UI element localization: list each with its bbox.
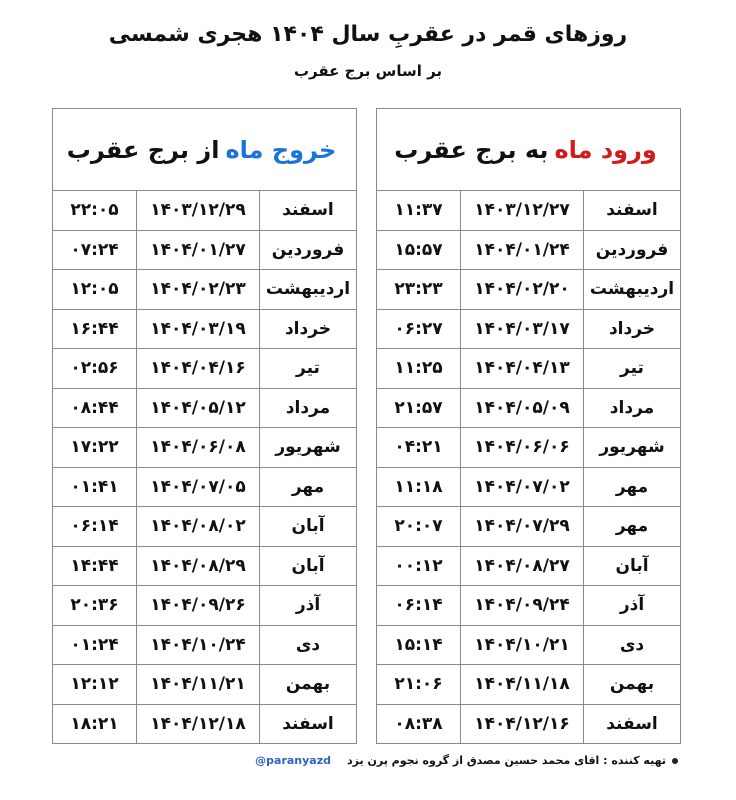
exit-month-cell: مرداد bbox=[260, 388, 357, 428]
page-title: روزهای قمر در عقربِ سال ۱۴۰۴ هجری شمسی bbox=[108, 22, 628, 47]
entry-date-cell: ۱۴۰۴/۰۲/۲۰ bbox=[461, 270, 584, 310]
entry-date-cell: ۱۴۰۴/۱۱/۱۸ bbox=[461, 665, 584, 705]
exit-time-cell: ۰۱:۲۴ bbox=[53, 625, 137, 665]
exit-month-cell: اسفند bbox=[260, 704, 357, 743]
exit-month-cell: اردیبهشت bbox=[260, 270, 357, 310]
exit-time-cell: ۱۶:۴۴ bbox=[53, 309, 137, 349]
entry-month-cell: تیر bbox=[584, 349, 681, 389]
exit-time-cell: ۱۷:۲۲ bbox=[53, 428, 137, 468]
exit-row bbox=[53, 507, 356, 547]
exit-time-cell: ۰۶:۱۴ bbox=[53, 507, 137, 547]
entry-row bbox=[377, 428, 680, 468]
exit-month-cell: مهر bbox=[260, 467, 357, 507]
entry-date-cell: ۱۴۰۴/۰۱/۲۴ bbox=[461, 230, 584, 270]
entry-month-cell: شهریور bbox=[584, 428, 681, 468]
entry-time-cell: ۱۱:۳۷ bbox=[394, 200, 443, 221]
exit-month-cell: خرداد bbox=[260, 309, 357, 349]
entry-date-cell: ۱۴۰۴/۱۲/۱۶ bbox=[461, 704, 584, 743]
entry-time-cell: ۱۱:۱۸ bbox=[377, 467, 461, 507]
entry-month-cell: اردیبهشت bbox=[584, 270, 681, 310]
entry-panel bbox=[376, 108, 681, 744]
exit-time-cell: ۲۰:۳۶ bbox=[53, 586, 137, 626]
entry-row bbox=[377, 191, 680, 230]
entry-month-cell: آبان bbox=[584, 546, 681, 586]
exit-time-cell: ۲۲:۰۵ bbox=[70, 200, 119, 221]
entry-time-cell: ۰۴:۲۱ bbox=[377, 428, 461, 468]
entry-time-cell: ۲۰:۰۷ bbox=[377, 507, 461, 547]
exit-date-cell: ۱۴۰۴/۰۳/۱۹ bbox=[137, 309, 260, 349]
exit-row bbox=[53, 388, 356, 428]
entry-heading-rest: به برج عقرب bbox=[394, 135, 549, 164]
exit-date-cell: ۱۴۰۴/۰۷/۰۵ bbox=[137, 467, 260, 507]
exit-time-cell: ۰۲:۵۶ bbox=[53, 349, 137, 389]
entry-date-cell: ۱۴۰۳/۱۲/۲۷ bbox=[461, 191, 584, 230]
entry-row bbox=[377, 270, 680, 310]
exit-row bbox=[53, 625, 356, 665]
entry-row bbox=[377, 507, 680, 547]
exit-month-cell: آبان bbox=[260, 507, 357, 547]
entry-month-cell: مهر bbox=[584, 507, 681, 547]
entry-date-cell: ۱۴۰۴/۰۹/۲۴ bbox=[461, 586, 584, 626]
exit-row bbox=[53, 704, 356, 743]
exit-heading-rest: از برج عقرب bbox=[66, 135, 220, 164]
exit-date-cell: ۱۴۰۴/۱۲/۱۸ bbox=[137, 704, 260, 743]
exit-month-cell: اسفند bbox=[260, 191, 357, 230]
exit-date-cell: ۱۴۰۴/۰۸/۰۲ bbox=[137, 507, 260, 547]
exit-date-cell: ۱۴۰۳/۱۲/۲۹ bbox=[137, 191, 260, 230]
entry-row bbox=[377, 546, 680, 586]
exit-row bbox=[53, 349, 356, 389]
entry-date-cell: ۱۴۰۴/۰۷/۰۲ bbox=[461, 467, 584, 507]
exit-time-cell: ۱۲:۱۲ bbox=[53, 665, 137, 705]
entry-time-cell: ۲۱:۰۶ bbox=[377, 665, 461, 705]
exit-heading bbox=[53, 109, 356, 191]
entry-date-cell: ۱۴۰۴/۰۶/۰۶ bbox=[461, 428, 584, 468]
entry-time-cell: ۲۱:۵۷ bbox=[377, 388, 461, 428]
exit-date-cell: ۱۴۰۴/۰۵/۱۲ bbox=[137, 388, 260, 428]
entry-time-cell: ۰۶:۱۴ bbox=[377, 586, 461, 626]
exit-date-cell: ۱۴۰۴/۰۱/۲۷ bbox=[137, 230, 260, 270]
exit-time-cell: ۰۱:۴۱ bbox=[53, 467, 137, 507]
exit-row bbox=[53, 191, 356, 230]
entry-month-cell: بهمن bbox=[584, 665, 681, 705]
entry-date-cell: ۱۴۰۴/۰۳/۱۷ bbox=[461, 309, 584, 349]
entry-date-cell: ۱۴۰۴/۰۷/۲۹ bbox=[461, 507, 584, 547]
exit-time-cell: ۰۸:۴۴ bbox=[53, 388, 137, 428]
entry-row bbox=[377, 467, 680, 507]
exit-month-cell: تیر bbox=[260, 349, 357, 389]
exit-table bbox=[53, 191, 356, 743]
exit-month-cell: دی bbox=[260, 625, 357, 665]
entry-row bbox=[377, 665, 680, 705]
entry-heading bbox=[377, 109, 680, 191]
entry-month-cell: فروردین bbox=[584, 230, 681, 270]
exit-date-cell: ۱۴۰۴/۰۲/۲۳ bbox=[137, 270, 260, 310]
entry-row bbox=[377, 704, 680, 743]
footer-credit bbox=[255, 754, 678, 767]
exit-date-cell: ۱۴۰۴/۰۶/۰۸ bbox=[137, 428, 260, 468]
entry-row bbox=[377, 309, 680, 349]
entry-row bbox=[377, 625, 680, 665]
entry-date-cell: ۱۴۰۴/۰۵/۰۹ bbox=[461, 388, 584, 428]
exit-month-cell: شهریور bbox=[260, 428, 357, 468]
exit-row bbox=[53, 467, 356, 507]
exit-date-cell: ۱۴۰۴/۱۱/۲۱ bbox=[137, 665, 260, 705]
entry-row bbox=[377, 586, 680, 626]
exit-panel bbox=[52, 108, 357, 744]
entry-time-cell: ۰۶:۲۷ bbox=[377, 309, 461, 349]
entry-month-cell: خرداد bbox=[584, 309, 681, 349]
entry-table bbox=[377, 191, 680, 743]
exit-month-cell: فروردین bbox=[260, 230, 357, 270]
entry-date-cell: ۱۴۰۴/۰۸/۲۷ bbox=[461, 546, 584, 586]
exit-time-cell: ۱۸:۲۱ bbox=[53, 704, 137, 743]
credit-text: تهیه کننده : اقای محمد حسین مصدق از گروه نجوم پرن یزد bbox=[347, 754, 666, 767]
exit-time-cell: ۱۲:۰۵ bbox=[53, 270, 137, 310]
entry-row bbox=[377, 349, 680, 389]
exit-time-cell: ۰۷:۲۴ bbox=[53, 230, 137, 270]
social-handle: @paranyazd bbox=[255, 754, 332, 767]
entry-month-cell: آذر bbox=[584, 586, 681, 626]
exit-row bbox=[53, 270, 356, 310]
entry-month-cell: اسفند bbox=[584, 191, 681, 230]
entry-time-cell: ۱۵:۵۷ bbox=[377, 230, 461, 270]
entry-row bbox=[377, 388, 680, 428]
exit-time-cell: ۱۴:۴۴ bbox=[53, 546, 137, 586]
exit-row bbox=[53, 586, 356, 626]
entry-time-cell: ۱۵:۱۴ bbox=[377, 625, 461, 665]
exit-heading-accent: خروج ماه bbox=[225, 135, 337, 164]
entry-date-cell: ۱۴۰۴/۰۴/۱۳ bbox=[461, 349, 584, 389]
entry-time-cell: ۰۰:۱۲ bbox=[377, 546, 461, 586]
entry-month-cell: مرداد bbox=[584, 388, 681, 428]
entry-month-cell: اسفند bbox=[584, 704, 681, 743]
exit-month-cell: بهمن bbox=[260, 665, 357, 705]
exit-row bbox=[53, 428, 356, 468]
exit-row bbox=[53, 309, 356, 349]
bullet-icon bbox=[672, 758, 678, 764]
entry-date-cell: ۱۴۰۴/۱۰/۲۱ bbox=[461, 625, 584, 665]
exit-month-cell: آذر bbox=[260, 586, 357, 626]
entry-time-cell: ۲۳:۲۳ bbox=[377, 270, 461, 310]
exit-date-cell: ۱۴۰۴/۰۴/۱۶ bbox=[137, 349, 260, 389]
exit-row bbox=[53, 665, 356, 705]
exit-date-cell: ۱۴۰۴/۱۰/۲۴ bbox=[137, 625, 260, 665]
entry-time-cell: ۰۸:۳۸ bbox=[377, 704, 461, 743]
entry-time-cell: ۱۱:۲۵ bbox=[377, 349, 461, 389]
exit-month-cell: آبان bbox=[260, 546, 357, 586]
exit-date-cell: ۱۴۰۴/۰۹/۲۶ bbox=[137, 586, 260, 626]
entry-heading-accent: ورود ماه bbox=[554, 135, 657, 164]
page-subtitle: بر اساس برج عقرب bbox=[293, 62, 443, 80]
exit-date-cell: ۱۴۰۴/۰۸/۲۹ bbox=[137, 546, 260, 586]
entry-row bbox=[377, 230, 680, 270]
exit-row bbox=[53, 230, 356, 270]
entry-month-cell: مهر bbox=[584, 467, 681, 507]
entry-month-cell: دی bbox=[584, 625, 681, 665]
exit-row bbox=[53, 546, 356, 586]
